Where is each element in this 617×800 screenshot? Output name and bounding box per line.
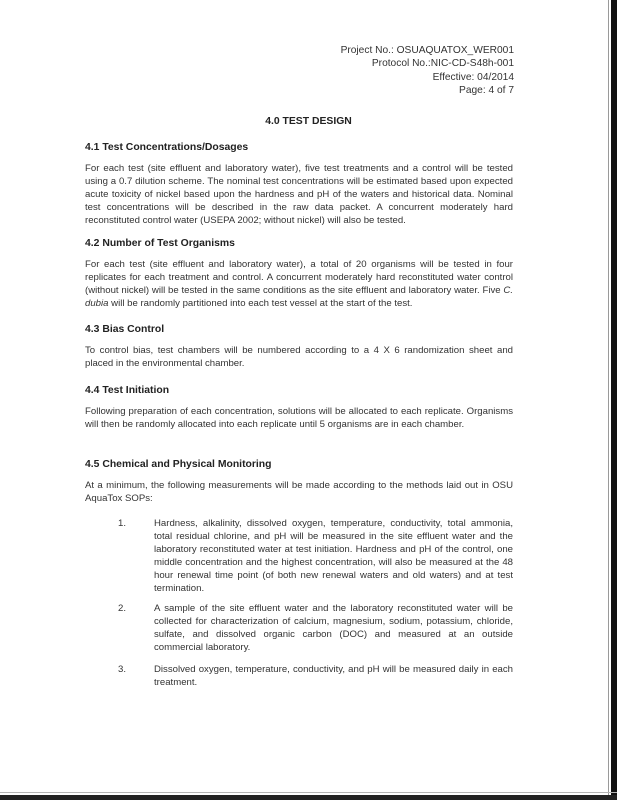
page-number: Page: 4 of 7 bbox=[459, 84, 514, 96]
list-item bbox=[118, 603, 513, 655]
section-4-3-body bbox=[85, 345, 513, 371]
section-heading: 4.3 Bias Control bbox=[85, 324, 165, 335]
paragraph-text: For each test (site effluent and laboratory water), a total of 20 organisms will be tested in four replicates for each treatment and control. A concurrent moderately hard reconstituted water control (without nickel) will be tested in the same conditions as the site effluent and laboratory water. Five bbox=[85, 259, 513, 296]
section-heading: 4.4 Test Initiation bbox=[85, 385, 170, 396]
list-item-text: Hardness, alkalinity, dissolved oxygen, temperature, conductivity, total ammonia, total residual chlorine, and pH will be measured in the site effluent water and the laboratory reconstituted water at test initiation. Hardness and pH of the control, one middle concentration and the highest concentration, will also be measured at the 48 hour renewal time point (of both new renewal waters and old waters) and at test termination. bbox=[154, 518, 513, 594]
document-header bbox=[341, 44, 514, 97]
paragraph-text: will be randomly partitioned into each test vessel at the start of the test. bbox=[108, 297, 413, 309]
section-4-4-body bbox=[85, 406, 513, 432]
paragraph: At a minimum, the following measurements will be made according to the methods laid out in OSU AquaTox SOPs: bbox=[85, 480, 513, 504]
paragraph bbox=[85, 259, 513, 311]
section-4-3 bbox=[85, 323, 513, 336]
section-4-2 bbox=[85, 237, 513, 250]
section-title: 4.0 TEST DESIGN bbox=[265, 116, 352, 127]
scan-edge-bottom bbox=[0, 795, 617, 800]
list-item-text: A sample of the site effluent water and the laboratory reconstituted water will be collected for characterization of calcium, magnesium, sodium, potassium, chloride, sulfate, and dissolved organic carbon (DOC) and measured at an outside commercial laboratory. bbox=[154, 603, 513, 653]
section-4-1-body bbox=[85, 163, 513, 228]
section-heading: 4.1 Test Concentrations/Dosages bbox=[85, 142, 249, 153]
list-number: 1. bbox=[118, 518, 127, 529]
protocol-number: Protocol No.:NIC-CD-S48h-001 bbox=[371, 58, 514, 70]
section-4-2-body bbox=[85, 259, 513, 311]
section-heading: 4.2 Number of Test Organisms bbox=[85, 238, 235, 249]
section-4-5 bbox=[85, 458, 513, 471]
list-number: 2. bbox=[118, 603, 127, 614]
list-number: 3. bbox=[118, 664, 127, 675]
paragraph: To control bias, test chambers will be numbered according to a 4 X 6 randomization sheet and placed in the environmental chamber. bbox=[85, 345, 513, 369]
species-name: C. dubia bbox=[85, 284, 513, 309]
scan-edge-bottom-line bbox=[0, 792, 617, 793]
section-heading: 4.5 Chemical and Physical Monitoring bbox=[85, 459, 272, 470]
list-item bbox=[118, 664, 513, 690]
paragraph: For each test (site effluent and laboratory water), five test treatments and a control will be tested using a 0.7 dilution scheme. The nominal test concentrations will be estimated based upon expected acute toxicity of nickel based upon the hardness and pH of the waters and historical data. Nominal test concentrations will be described in the raw data packet. A concurrent moderately hard reconstituted control water (USEPA 2002; without nickel) will also be tested. bbox=[85, 163, 513, 226]
list-item bbox=[118, 518, 513, 595]
section-4-5-body bbox=[85, 480, 513, 506]
section-4-4 bbox=[85, 384, 513, 397]
list-item-text: Dissolved oxygen, temperature, conductivity, and pH will be measured daily in each treatment. bbox=[154, 664, 513, 688]
project-number: Project No.: OSUAQUATOX_WER001 bbox=[340, 45, 514, 56]
paragraph: Following preparation of each concentration, solutions will be allocated to each replicate. Organisms will then be randomly allocated into each replicate until 5 organisms are in each chamber. bbox=[85, 406, 513, 430]
effective-date: Effective: 04/2014 bbox=[432, 71, 514, 83]
section-4-1 bbox=[85, 141, 513, 154]
